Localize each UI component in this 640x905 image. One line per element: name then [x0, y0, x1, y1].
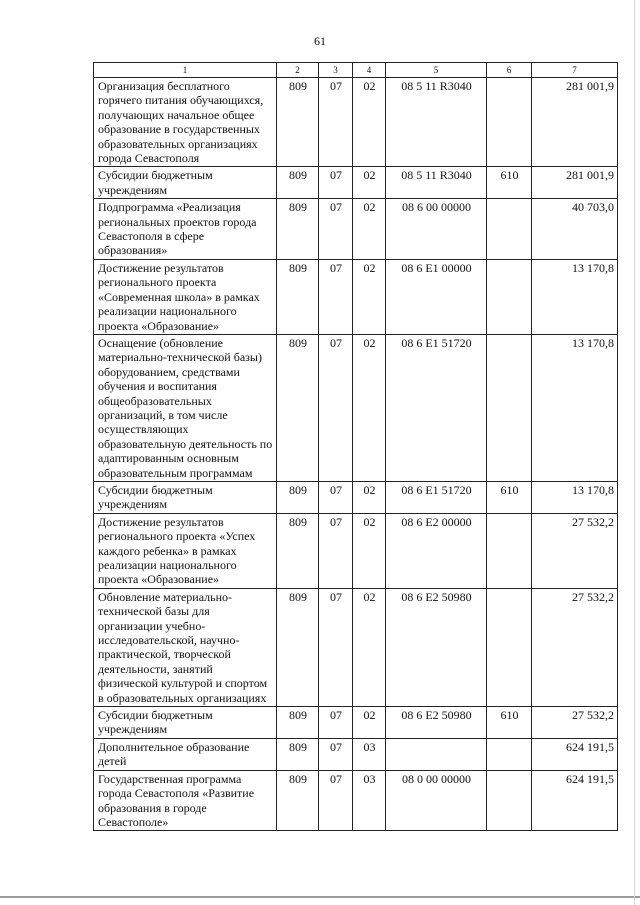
- ministry-code-cell: 809: [277, 334, 319, 481]
- ministry-code-cell: 809: [277, 588, 319, 706]
- column-header: 2: [277, 63, 319, 78]
- ministry-code-cell: 809: [277, 770, 319, 831]
- row-name-cell: Достижение результатов регионального проекта «Успех каждого ребенка» в рамках реализации национального проекта «Образование»: [94, 513, 277, 588]
- amount-cell: 624 191,5: [532, 738, 618, 770]
- section-code-cell: 07: [319, 199, 353, 260]
- ministry-code-cell: 809: [277, 167, 319, 199]
- row-name-cell: Субсидии бюджетным учреждениям: [94, 167, 277, 199]
- amount-cell: 281 001,9: [532, 167, 618, 199]
- subsection-code-cell: 02: [353, 513, 386, 588]
- expense-type-cell: [487, 738, 532, 770]
- expense-type-cell: [487, 78, 532, 167]
- section-code-cell: 07: [319, 78, 353, 167]
- budget-table: [93, 62, 618, 831]
- amount-cell: 27 532,2: [532, 513, 618, 588]
- target-article-cell: 08 6 E1 51720: [386, 334, 487, 481]
- section-code-cell: 07: [319, 707, 353, 739]
- expense-type-cell: 610: [487, 167, 532, 199]
- row-name-cell: Достижение результатов регионального проекта «Современная школа» в рамках реализации национального проекта «Образование»: [94, 259, 277, 334]
- ministry-code-cell: 809: [277, 78, 319, 167]
- table-row: [94, 78, 618, 167]
- scan-edge: [0, 896, 640, 898]
- expense-type-cell: [487, 588, 532, 706]
- section-code-cell: 07: [319, 513, 353, 588]
- target-article-cell: 08 6 E2 50980: [386, 588, 487, 706]
- table-row: [94, 334, 618, 481]
- table-row: [94, 199, 618, 260]
- ministry-code-cell: 809: [277, 259, 319, 334]
- target-article-cell: 08 6 E2 00000: [386, 513, 487, 588]
- section-code-cell: 07: [319, 770, 353, 831]
- subsection-code-cell: 02: [353, 481, 386, 513]
- column-header: 1: [94, 63, 277, 78]
- table-row: [94, 770, 618, 831]
- section-code-cell: 07: [319, 167, 353, 199]
- subsection-code-cell: 02: [353, 588, 386, 706]
- amount-cell: 27 532,2: [532, 707, 618, 739]
- subsection-code-cell: 03: [353, 770, 386, 831]
- target-article-cell: 08 5 11 R3040: [386, 167, 487, 199]
- amount-cell: 13 170,8: [532, 334, 618, 481]
- target-article-cell: 08 6 E2 50980: [386, 707, 487, 739]
- target-article-cell: 08 6 E1 00000: [386, 259, 487, 334]
- scan-edge: [634, 0, 635, 905]
- target-article-cell: [386, 738, 487, 770]
- amount-cell: 13 170,8: [532, 259, 618, 334]
- expense-type-cell: [487, 259, 532, 334]
- expense-type-cell: [487, 334, 532, 481]
- expense-type-cell: 610: [487, 707, 532, 739]
- row-name-cell: Подпрограмма «Реализация региональных проектов города Севастополя в сфере образования»: [94, 199, 277, 260]
- column-header: 6: [487, 63, 532, 78]
- table-row: [94, 167, 618, 199]
- expense-type-cell: 610: [487, 481, 532, 513]
- column-header: 5: [386, 63, 487, 78]
- row-name-cell: Дополнительное образование детей: [94, 738, 277, 770]
- subsection-code-cell: 02: [353, 78, 386, 167]
- section-code-cell: 07: [319, 334, 353, 481]
- table-row: [94, 259, 618, 334]
- ministry-code-cell: 809: [277, 738, 319, 770]
- section-code-cell: 07: [319, 738, 353, 770]
- expense-type-cell: [487, 770, 532, 831]
- section-code-cell: 07: [319, 259, 353, 334]
- subsection-code-cell: 02: [353, 199, 386, 260]
- row-name-cell: Государственная программа города Севастополя «Развитие образования в городе Севастополе»: [94, 770, 277, 831]
- ministry-code-cell: 809: [277, 199, 319, 260]
- target-article-cell: 08 0 00 00000: [386, 770, 487, 831]
- column-number-row: [94, 63, 618, 78]
- subsection-code-cell: 02: [353, 334, 386, 481]
- amount-cell: 40 703,0: [532, 199, 618, 260]
- row-name-cell: Организация бесплатного горячего питания обучающихся, получающих начальное общее образование в государственных образовательных организациях города Севастополя: [94, 78, 277, 167]
- target-article-cell: 08 6 E1 51720: [386, 481, 487, 513]
- subsection-code-cell: 02: [353, 707, 386, 739]
- amount-cell: 13 170,8: [532, 481, 618, 513]
- amount-cell: 27 532,2: [532, 588, 618, 706]
- row-name-cell: Обновление материально-технической базы для организации учебно-исследовательской, научно-практической, творческой деятельности, занятий физической культурой и спортом в образовательных организациях: [94, 588, 277, 706]
- ministry-code-cell: 809: [277, 481, 319, 513]
- column-header: 3: [319, 63, 353, 78]
- table-row: [94, 707, 618, 739]
- target-article-cell: 08 5 11 R3040: [386, 78, 487, 167]
- table-row: [94, 738, 618, 770]
- expense-type-cell: [487, 199, 532, 260]
- row-name-cell: Субсидии бюджетным учреждениям: [94, 707, 277, 739]
- section-code-cell: 07: [319, 481, 353, 513]
- table-row: [94, 481, 618, 513]
- expense-type-cell: [487, 513, 532, 588]
- amount-cell: 624 191,5: [532, 770, 618, 831]
- page-number: 61: [314, 34, 326, 48]
- row-name-cell: Оснащение (обновление материально-технической базы) оборудованием, средствами обучения и воспитания общеобразовательных организаций, в том числе осуществляющих образовательную деятельность по адаптированным основным образовательным программам: [94, 334, 277, 481]
- ministry-code-cell: 809: [277, 513, 319, 588]
- amount-cell: 281 001,9: [532, 78, 618, 167]
- table-row: [94, 588, 618, 706]
- section-code-cell: 07: [319, 588, 353, 706]
- column-header: 4: [353, 63, 386, 78]
- row-name-cell: Субсидии бюджетным учреждениям: [94, 481, 277, 513]
- target-article-cell: 08 6 00 00000: [386, 199, 487, 260]
- subsection-code-cell: 02: [353, 259, 386, 334]
- table-row: [94, 513, 618, 588]
- column-header: 7: [532, 63, 618, 78]
- subsection-code-cell: 02: [353, 167, 386, 199]
- subsection-code-cell: 03: [353, 738, 386, 770]
- ministry-code-cell: 809: [277, 707, 319, 739]
